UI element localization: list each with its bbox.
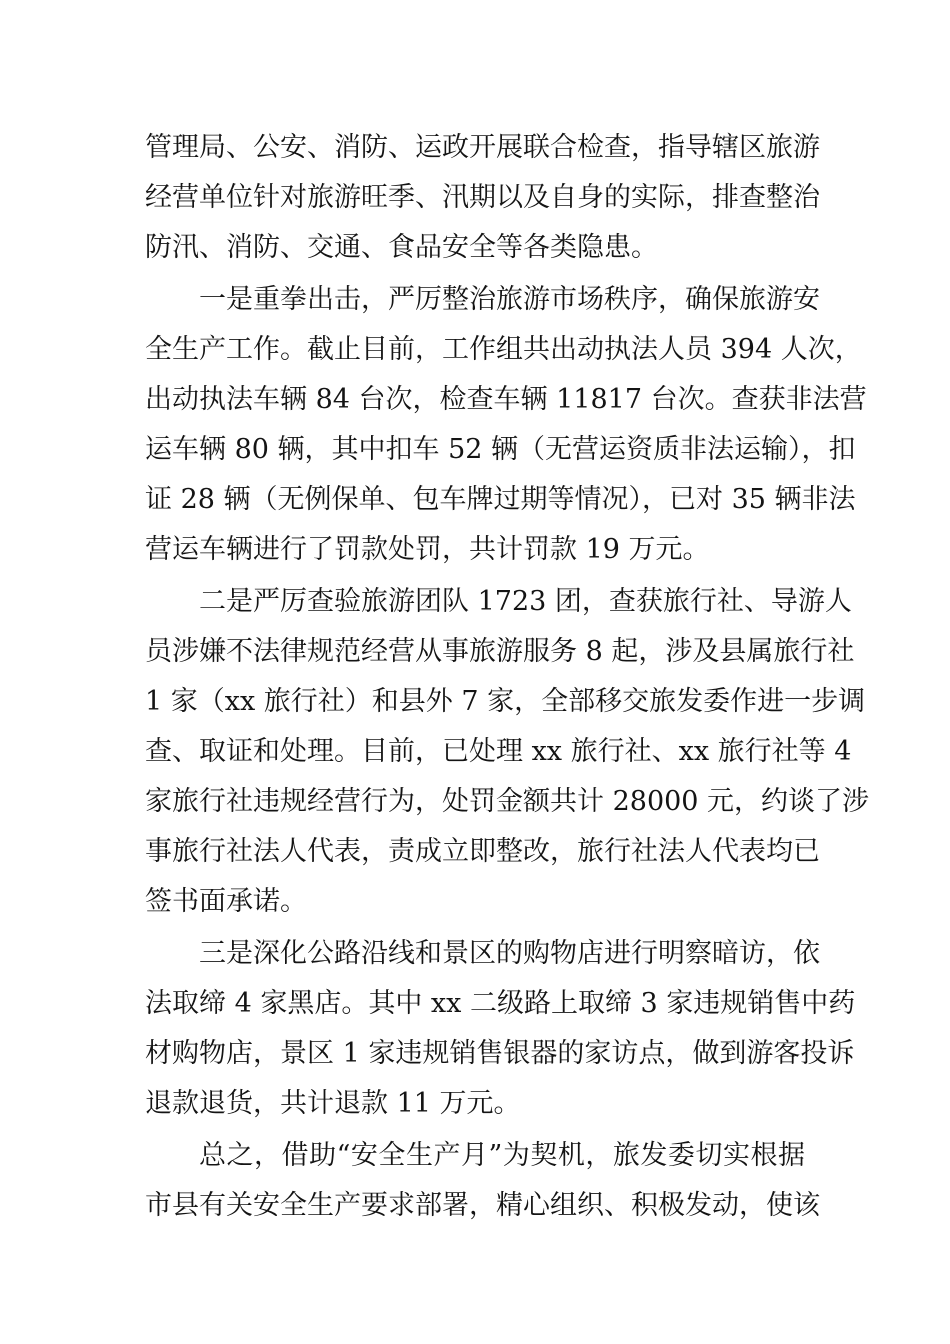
text-line: 三是深化公路沿线和景区的购物店进行明察暗访，依: [199, 938, 820, 969]
text-line: 一是重拳出击，严厉整治旅游市场秩序，确保旅游安: [199, 284, 820, 315]
text-line: 签书面承诺。: [145, 886, 307, 917]
text-line: 防汛、消防、交通、食品安全等各类隐患。: [145, 232, 658, 263]
text-line: 营运车辆进行了罚款处罚，共计罚款 19 万元。: [145, 534, 710, 565]
text-line: 证 28 辆（无例保单、包车牌过期等情况），已对 35 辆非法: [145, 484, 856, 515]
text-line: 家旅行社违规经营行为，处罚金额共计 28000 元，约谈了涉: [145, 786, 870, 817]
text-line: 查、取证和处理。目前，已处理 xx 旅行社、xx 旅行社等 4: [145, 736, 852, 767]
text-line: 法取缔 4 家黑店。其中 xx 二级路上取缔 3 家违规销售中药: [145, 988, 856, 1019]
text-line: 退款退货，共计退款 11 万元。: [145, 1088, 521, 1119]
text-line: 二是严厉查验旅游团队 1723 团，查获旅行社、导游人: [199, 586, 852, 617]
text-line: 1 家（xx 旅行社）和县外 7 家，全部移交旅发委作进一步调: [145, 686, 866, 717]
text-line: 运车辆 80 辆，其中扣车 52 辆（无营运资质非法运输），扣: [145, 434, 856, 465]
text-line: 员涉嫌不法律规范经营从事旅游服务 8 起，涉及县属旅行社: [145, 636, 855, 667]
text-line: 全生产工作。截止目前，工作组共出动执法人员 394 人次，: [145, 334, 862, 365]
text-line: 出动执法车辆 84 台次，检查车辆 11817 台次。查获非法营: [145, 384, 867, 415]
text-line: 管理局、公安、消防、运政开展联合检查，指导辖区旅游: [145, 132, 820, 163]
text-line: 市县有关安全生产要求部署，精心组织、积极发动，使该: [145, 1190, 820, 1221]
text-line: 事旅行社法人代表，责成立即整改，旅行社法人代表均已: [145, 836, 820, 867]
text-line: 材购物店，景区 1 家违规销售银器的家访点，做到游客投诉: [145, 1038, 855, 1069]
text-line: 经营单位针对旅游旺季、汛期以及自身的实际，排查整治: [145, 182, 820, 213]
text-line: 总之，借助“安全生产月”为契机，旅发委切实根据: [199, 1140, 805, 1171]
